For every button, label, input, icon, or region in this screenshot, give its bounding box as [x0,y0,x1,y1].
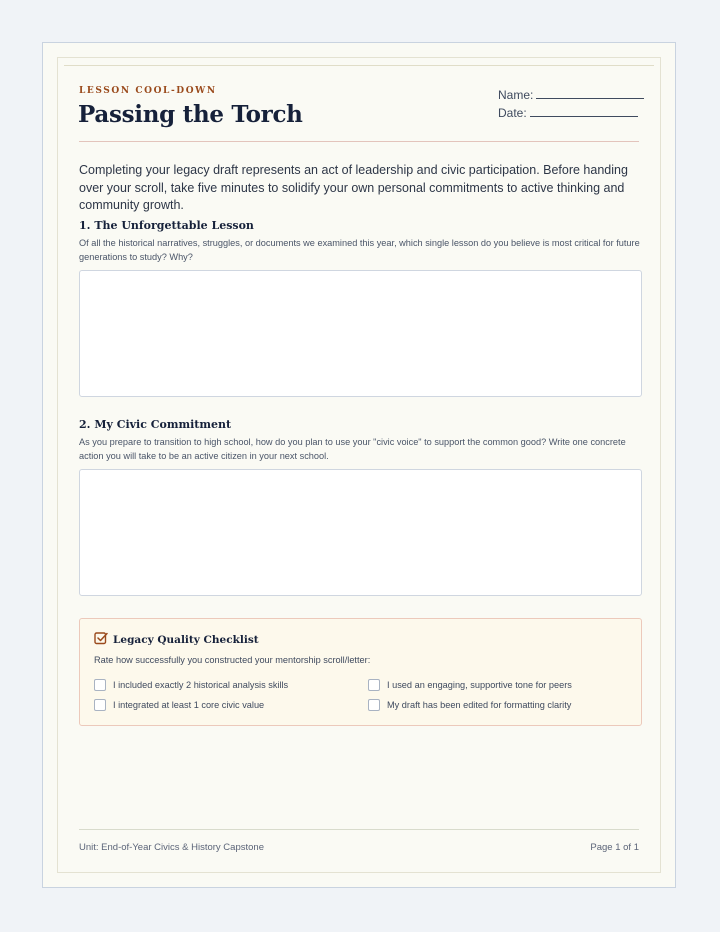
checklist-title: Legacy Quality Checklist [113,634,259,646]
intro-paragraph: Completing your legacy draft represents an act of leadership and civic participation. Before handing over your scroll, take five minutes to solidify your own personal commitments to active thinking and community growth. [79,163,628,212]
quality-checklist [79,618,642,726]
question-2-answer-box[interactable] [79,469,642,596]
top-divider [64,65,654,66]
checkbox[interactable] [94,699,106,711]
date-label: Date: [498,106,527,120]
checkbox-check-icon [94,631,108,645]
question-1-prompt: Of all the historical narratives, struggles, or documents we examined this year, which single lesson do you believe is most critical for future generations to study? Why? [79,238,640,262]
eyebrow-label: LESSON COOL-DOWN [79,86,217,96]
question-2-prompt: As you prepare to transition to high school, how do you plan to use your "civic voice" to support the common good? Write one concrete action you will take to be an active citizen in your next school. [79,437,626,461]
question-2-title: 2. My Civic Commitment [79,418,232,431]
page-title: Passing the Torch [78,101,303,128]
name-field[interactable] [498,88,644,102]
worksheet-page [42,42,676,888]
checklist-item-label: I included exactly 2 historical analysis skills [113,680,289,690]
checklist-subtitle: Rate how successfully you constructed your mentorship scroll/letter: [94,655,371,665]
checklist-item-label: I used an engaging, supportive tone for peers [387,680,572,690]
footer-page-number: Page 1 of 1 [590,842,639,853]
date-blank[interactable] [530,107,638,117]
checklist-item-label: My draft has been edited for formatting clarity [387,700,572,710]
footer-unit: Unit: End-of-Year Civics & History Capstone [79,842,264,853]
footer-divider [79,829,639,830]
question-1-title: 1. The Unforgettable Lesson [79,219,254,232]
checklist-item-label: I integrated at least 1 core civic value [113,700,265,710]
checkbox[interactable] [368,699,380,711]
name-blank[interactable] [536,89,644,99]
checkbox[interactable] [368,679,380,691]
header-divider [79,141,639,142]
question-1-answer-box[interactable] [79,270,642,397]
checkbox[interactable] [94,679,106,691]
name-label: Name: [498,88,534,102]
date-field[interactable] [498,106,638,120]
